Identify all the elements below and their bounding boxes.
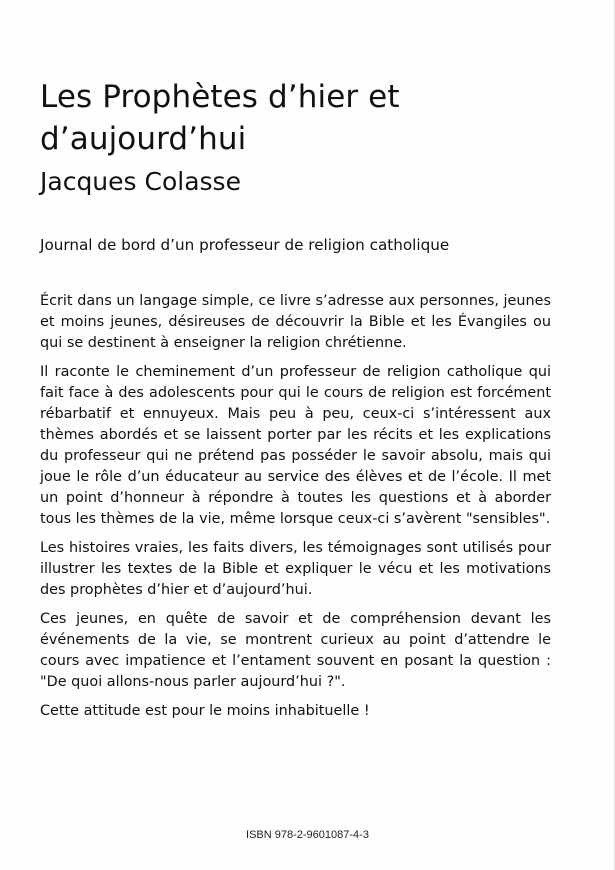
isbn-number: ISBN 978-2-9601087-4-3 [246,829,369,841]
blurb-text [40,291,551,730]
blurb-paragraph: Il raconte le cheminement d’un professeur de religion catholique qui fait face à des adolescents pour qui le cours de religion est forcément rébarbatif et ennuyeux. Mais peu à peu, ceux-ci s’intéressent aux thèmes abordés et se laissent porter par les récits et les explications du professeur qui ne prétend pas posséder le savoir absolu, mais qui joue le rôle d’un éducateur au service des élèves et de l’école. Il met un point d’honneur à répondre à toutes les questions et à aborder tous les thèmes de la vie, même lorsque ceux-ci s’avèrent "sensibles". [40,364,551,527]
blurb-paragraph: Écrit dans un langage simple, ce livre s’adresse aux personnes, jeunes et moins jeunes, désireuses de découvrir la Bible et les Évangiles ou qui se destinent à enseigner la religion chrétienne. [40,293,551,351]
book-title: Les Prophètes d’hier et d’aujourd’hui [40,79,400,157]
book-subtitle: Journal de bord d’un professeur de religion catholique [40,236,450,254]
book-author: Jacques Colasse [40,167,241,196]
blurb-paragraph: Les histoires vraies, les faits divers, les témoignages sont utilisés pour illustrer les textes de la Bible et expliquer le vécu et les motivations des prophètes d’hier et d’aujourd’hui. [40,540,551,598]
blurb-paragraph: Cette attitude est pour le moins inhabituelle ! [40,703,370,719]
blurb-paragraph: Ces jeunes, en quête de savoir et de compréhension devant les événements de la vie, se montrent curieux au point d’attendre le cours avec impatience et l’entament souvent en posant la question : "De quoi allons-nous parler aujourd’hui ?". [40,611,551,690]
